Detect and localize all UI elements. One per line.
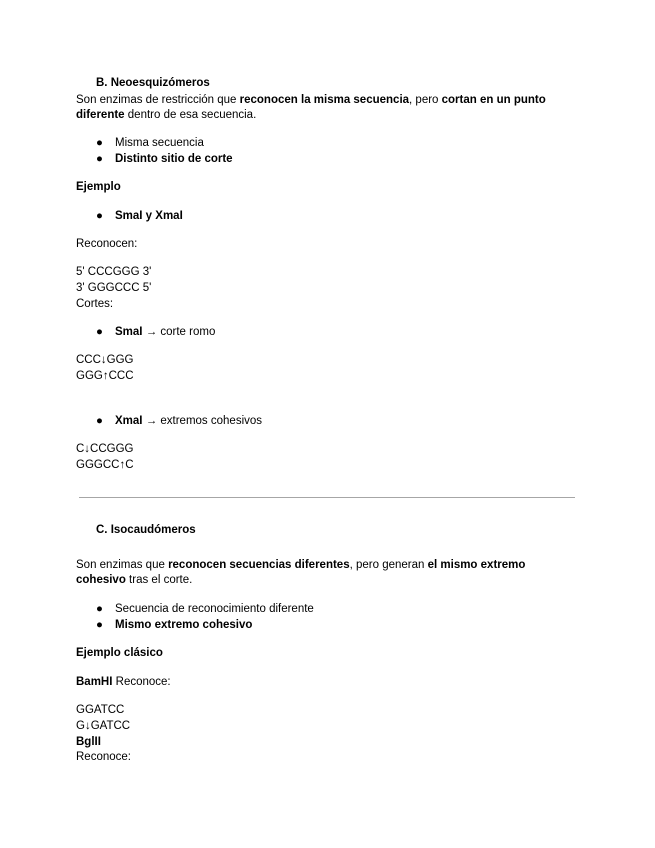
example-label: Ejemplo: [76, 181, 121, 193]
enzyme-desc: → corte romo: [142, 326, 216, 338]
list-item: [96, 414, 262, 428]
text-run: Son enzimas que: [76, 559, 169, 571]
list-item-text: SmaI y XmaI: [115, 210, 183, 222]
bamhi-line: [76, 675, 171, 689]
section-b-intro-line2: [76, 108, 256, 122]
example-label: Ejemplo clásico: [76, 647, 163, 659]
bullet-icon: ●: [96, 137, 103, 149]
section-b-intro-line1: [76, 93, 546, 107]
sequence-line: GGATCC: [76, 704, 125, 716]
bullet-icon: ●: [96, 210, 103, 222]
bullet-icon: ●: [96, 415, 103, 427]
list-item-text: Secuencia de reconocimiento diferente: [115, 603, 314, 615]
sequence-bottom: 3' GGGCCC 5': [76, 282, 152, 294]
bullet-icon: ●: [96, 326, 103, 338]
bold-run: el mismo extremo: [427, 559, 526, 571]
list-item-text: Distinto sitio de corte: [115, 153, 233, 165]
list-item: [96, 136, 204, 150]
list-item-text: Misma secuencia: [115, 137, 204, 149]
list-item: [96, 152, 233, 166]
cut-line: GGGCC↑C: [76, 459, 134, 471]
cut-line: GGG↑CCC: [76, 370, 134, 382]
enzyme-desc: → extremos cohesivos: [142, 415, 263, 427]
list-item: [96, 618, 252, 632]
recognize-label: Reconocen:: [76, 238, 138, 250]
bullet-icon: ●: [96, 603, 103, 615]
recognize-label: Reconoce:: [112, 676, 171, 688]
text-run: , pero generan: [349, 559, 428, 571]
bold-run: cortan en un punto: [441, 94, 546, 106]
cut-line: C↓CCGGG: [76, 443, 134, 455]
bold-run: cohesivo: [76, 574, 126, 586]
cut-line: G↓GATCC: [76, 720, 131, 732]
section-c-intro-line2: [76, 573, 192, 587]
bullet-icon: ●: [96, 153, 103, 165]
text-run: , pero: [409, 94, 442, 106]
horizontal-divider: [79, 497, 575, 498]
enzyme-name: BglII: [76, 736, 101, 748]
section-c-heading: C. Isocaudómeros: [96, 524, 196, 536]
section-b-heading: B. Neoesquizómeros: [96, 77, 210, 89]
section-c-intro-line1: [76, 558, 525, 572]
enzyme-name: XmaI: [115, 415, 143, 427]
sequence-top: 5' CCCGGG 3': [76, 266, 152, 278]
bold-run: reconocen secuencias diferentes: [168, 559, 350, 571]
recognize-label: Reconoce:: [76, 751, 131, 763]
bullet-icon: ●: [96, 619, 103, 631]
list-item: [96, 325, 215, 339]
enzyme-name: BamHI: [76, 676, 113, 688]
text-run: tras el corte.: [125, 574, 193, 586]
bold-run: reconocen la misma secuencia: [239, 94, 410, 106]
bold-run: diferente: [76, 109, 125, 121]
enzyme-name: SmaI: [115, 326, 143, 338]
cuts-label: Cortes:: [76, 298, 114, 310]
text-run: dentro de esa secuencia.: [124, 109, 257, 121]
text-run: Son enzimas de restricción que: [76, 94, 240, 106]
list-item-text: Mismo extremo cohesivo: [115, 619, 253, 631]
list-item: [96, 209, 183, 223]
list-item: [96, 602, 314, 616]
cut-line: CCC↓GGG: [76, 354, 134, 366]
